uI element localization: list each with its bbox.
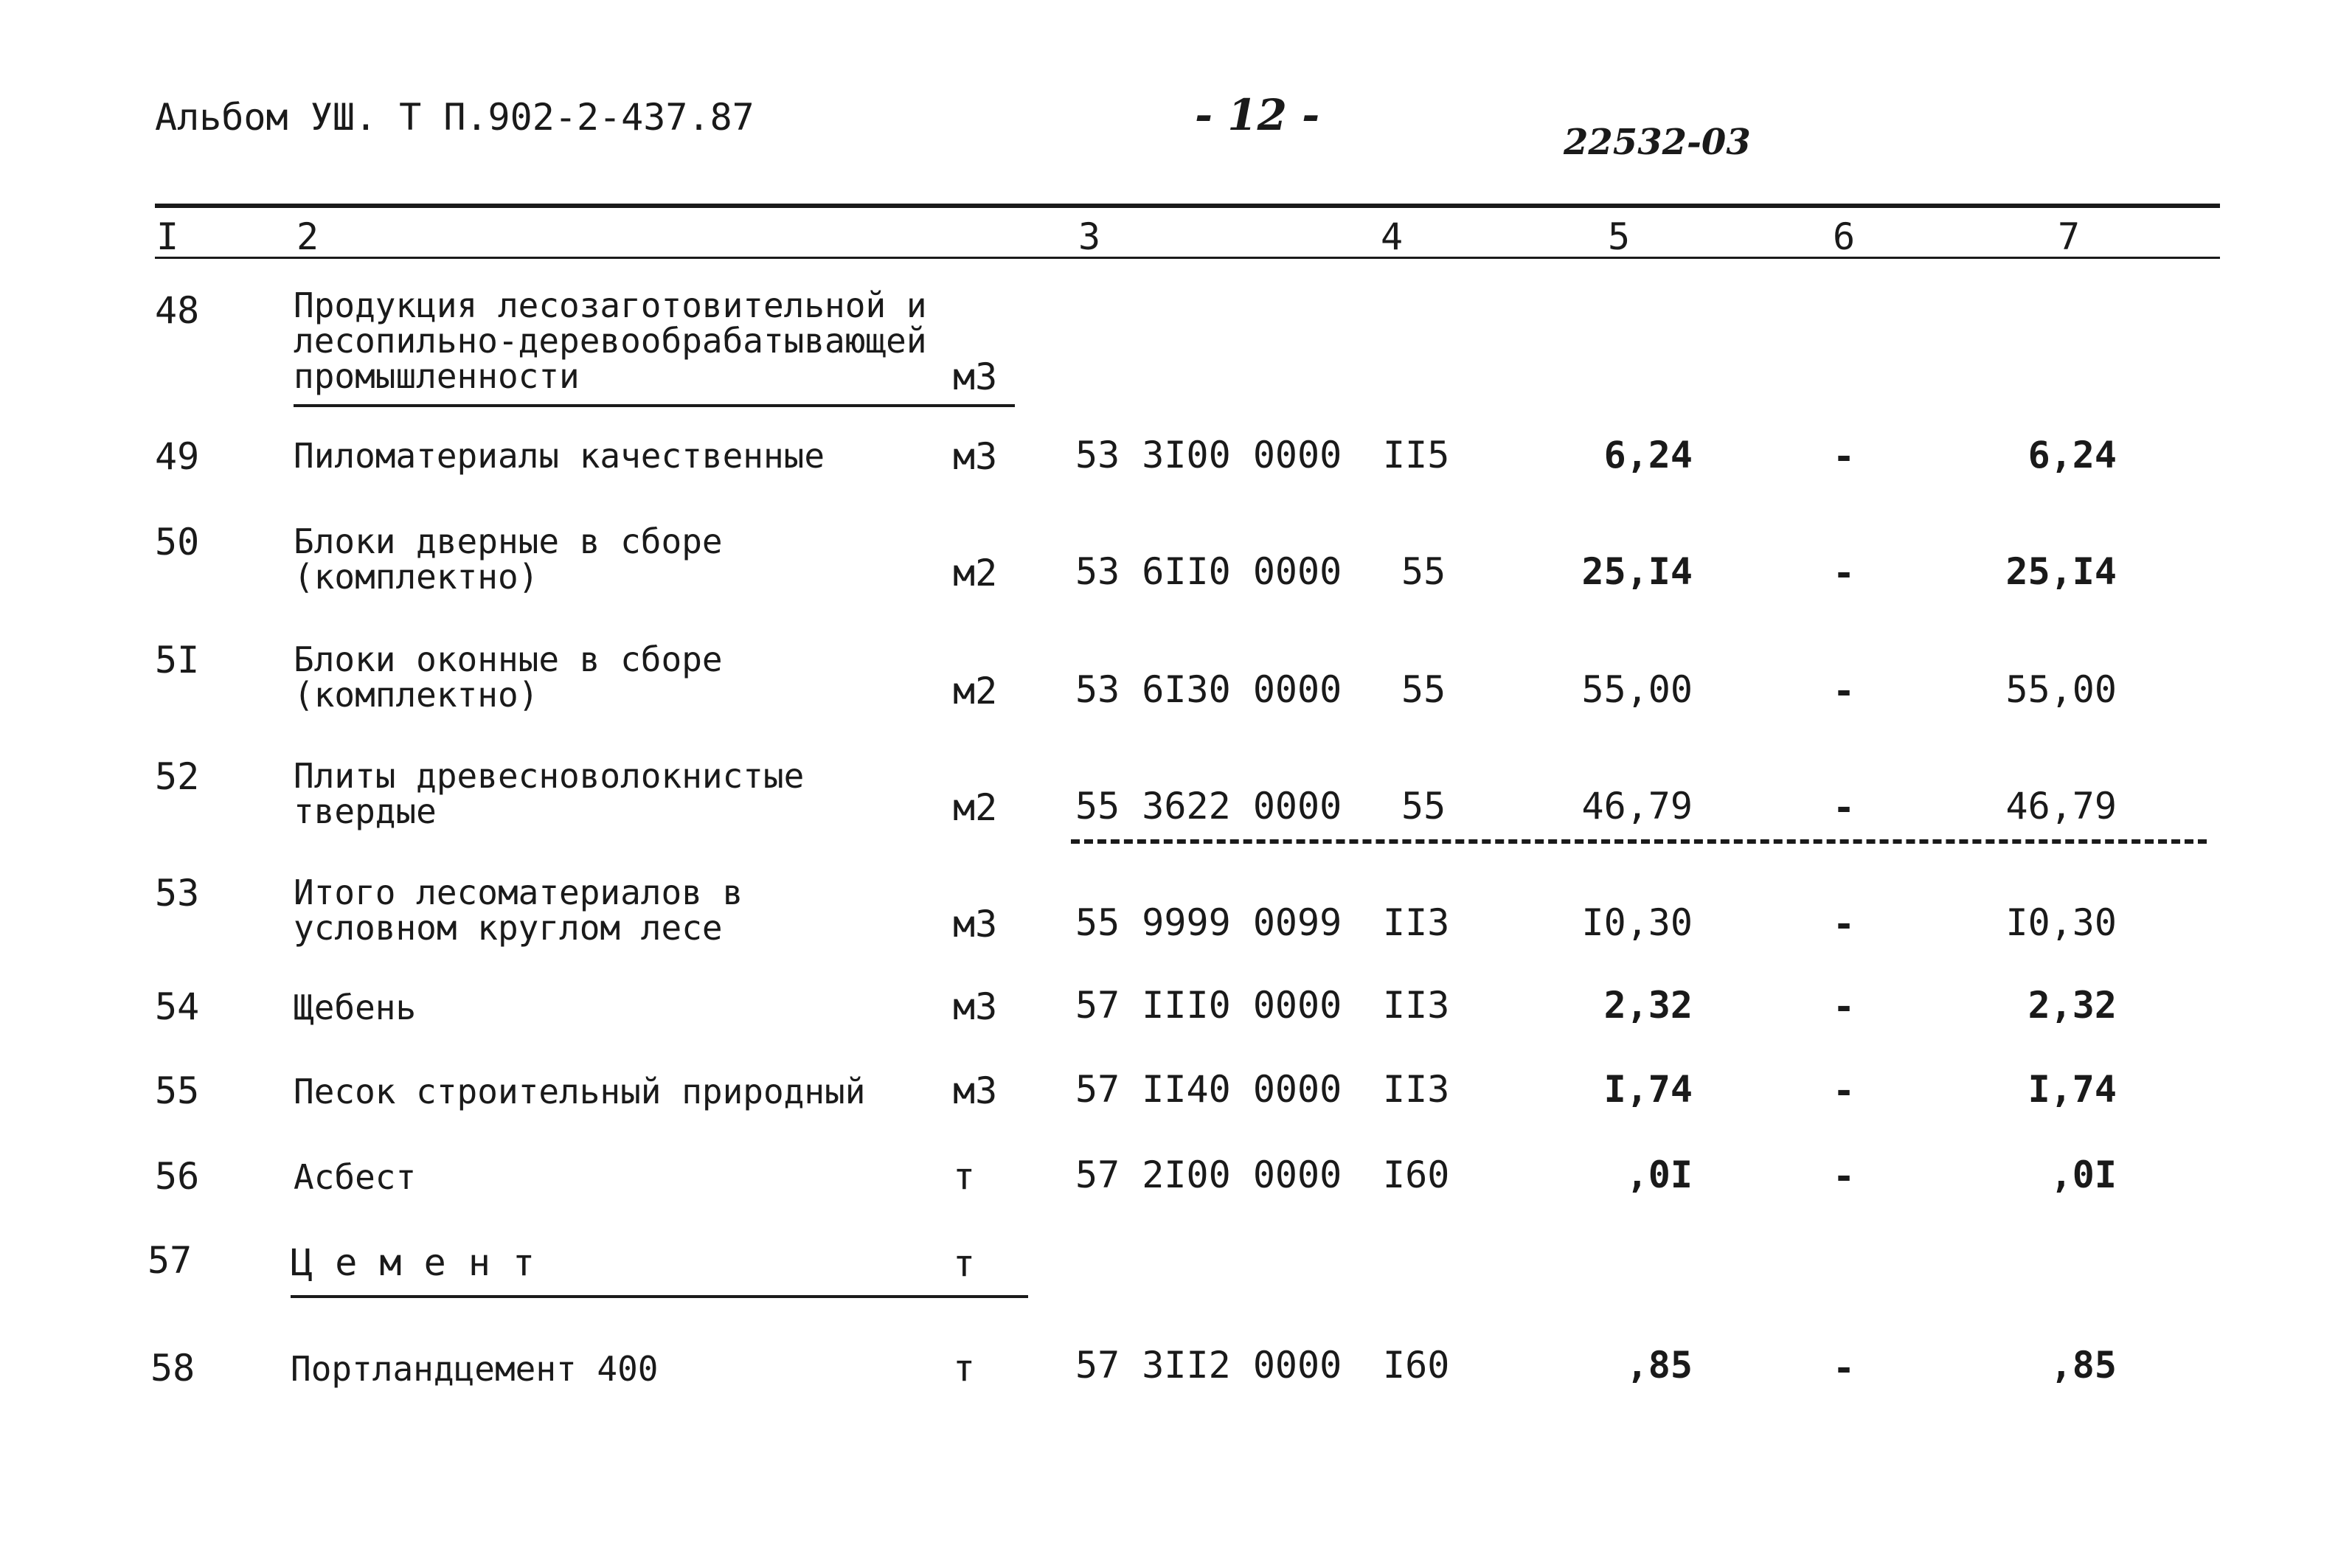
row-unit: т bbox=[953, 1347, 976, 1390]
row-col7: 55,00 bbox=[2005, 668, 2117, 711]
document-code: 22532-03 bbox=[1564, 122, 1751, 163]
group-underline bbox=[291, 1295, 1028, 1298]
col-header-2: 2 bbox=[296, 215, 319, 258]
page-number: - 12 - bbox=[1195, 90, 1320, 140]
row-col7: ,85 bbox=[2050, 1344, 2117, 1387]
row-unit: м3 bbox=[953, 985, 998, 1028]
column-header-rule bbox=[155, 257, 2220, 259]
row-col4: 55 bbox=[1401, 668, 1446, 711]
row-col6: - bbox=[1833, 1347, 1856, 1390]
row-col6: - bbox=[1833, 903, 1856, 946]
row-col7: ,0I bbox=[2050, 1154, 2117, 1196]
row-col4: I60 bbox=[1383, 1344, 1450, 1387]
row-col7: 2,32 bbox=[2027, 984, 2117, 1027]
col-header-7: 7 bbox=[2058, 215, 2081, 258]
row-col5: ,0I bbox=[1626, 1154, 1693, 1196]
row-code: 53 6II0 0000 bbox=[1075, 550, 1342, 593]
row-name-line: Ц е м е н т bbox=[291, 1241, 535, 1284]
col-header-5: 5 bbox=[1608, 215, 1631, 258]
row-number: 58 bbox=[150, 1347, 195, 1390]
row-code: 57 3II2 0000 bbox=[1075, 1344, 1342, 1387]
row-unit: м3 bbox=[953, 1069, 998, 1112]
row-name-line: Блоки оконные в сборе bbox=[294, 639, 723, 679]
row-number: 48 bbox=[155, 289, 200, 332]
row-name-line: лесопильно-деревообрабатывающей bbox=[294, 321, 927, 361]
row-unit: м3 bbox=[953, 435, 998, 478]
table-top-rule bbox=[155, 204, 2220, 208]
row-col5: 2,32 bbox=[1603, 984, 1693, 1027]
row-col6: - bbox=[1833, 435, 1856, 478]
row-unit: м2 bbox=[953, 670, 998, 712]
row-name-line: промышленности bbox=[294, 356, 580, 396]
row-number: 56 bbox=[155, 1155, 200, 1198]
dashed-separator bbox=[1071, 839, 2207, 844]
row-col5: 6,24 bbox=[1603, 434, 1693, 476]
album-reference: Альбом УШ. Т П.902-2-437.87 bbox=[155, 96, 754, 139]
row-col5: 25,I4 bbox=[1581, 550, 1693, 593]
row-col7: 25,I4 bbox=[2005, 550, 2117, 593]
row-name-line: Итого лесоматериалов в bbox=[294, 873, 743, 912]
row-name-line: Асбест bbox=[294, 1157, 417, 1197]
row-name-line: Блоки дверные в сборе bbox=[294, 521, 723, 561]
row-code: 55 9999 0099 bbox=[1075, 901, 1342, 944]
row-col5: 46,79 bbox=[1581, 785, 1693, 828]
row-name-line: условном круглом лесе bbox=[294, 908, 723, 948]
row-col4: 55 bbox=[1401, 785, 1446, 828]
row-number: 57 bbox=[148, 1239, 192, 1282]
row-code: 57 II40 0000 bbox=[1075, 1068, 1342, 1111]
row-col7: 6,24 bbox=[2027, 434, 2117, 476]
row-number: 50 bbox=[155, 521, 200, 563]
row-number: 54 bbox=[155, 985, 200, 1028]
row-col4: II3 bbox=[1383, 1068, 1450, 1111]
col-header-1: I bbox=[156, 215, 179, 258]
row-unit: т bbox=[953, 1242, 976, 1285]
row-name-line: Щебень bbox=[294, 988, 417, 1027]
row-col5: I,74 bbox=[1603, 1068, 1693, 1111]
row-col4: II3 bbox=[1383, 901, 1450, 944]
row-col5: ,85 bbox=[1626, 1344, 1693, 1387]
row-col5: 55,00 bbox=[1581, 668, 1693, 711]
row-col4: II5 bbox=[1383, 434, 1450, 476]
row-name-line: Пиломатериалы качественные bbox=[294, 436, 825, 476]
row-name-line: (комплектно) bbox=[294, 557, 539, 597]
row-col5: I0,30 bbox=[1581, 901, 1693, 944]
row-number: 53 bbox=[155, 872, 200, 915]
col-header-6: 6 bbox=[1833, 215, 1856, 258]
row-number: 55 bbox=[155, 1069, 200, 1112]
row-col6: - bbox=[1833, 1069, 1856, 1112]
row-name-line: твердые bbox=[294, 791, 437, 831]
row-col6: - bbox=[1833, 786, 1856, 829]
row-code: 55 3622 0000 bbox=[1075, 785, 1342, 828]
row-name-line: (комплектно) bbox=[294, 675, 539, 715]
row-col4: II3 bbox=[1383, 984, 1450, 1027]
row-name-line: Продукция лесозаготовительной и bbox=[294, 285, 927, 325]
row-unit: м3 bbox=[953, 355, 998, 398]
row-name-line: Портландцемент 400 bbox=[291, 1349, 659, 1389]
row-code: 57 2I00 0000 bbox=[1075, 1154, 1342, 1196]
row-col7: 46,79 bbox=[2005, 785, 2117, 828]
row-col7: I0,30 bbox=[2005, 901, 2117, 944]
row-name-line: Песок строительный природный bbox=[294, 1072, 866, 1111]
row-number: 52 bbox=[155, 755, 200, 798]
row-code: 57 III0 0000 bbox=[1075, 984, 1342, 1027]
group-underline bbox=[294, 404, 1015, 407]
row-unit: м3 bbox=[953, 903, 998, 946]
row-code: 53 6I30 0000 bbox=[1075, 668, 1342, 711]
row-col6: - bbox=[1833, 552, 1856, 594]
row-number: 5I bbox=[155, 639, 200, 681]
row-col6: - bbox=[1833, 1155, 1856, 1198]
row-unit: т bbox=[953, 1155, 976, 1198]
row-code: 53 3I00 0000 bbox=[1075, 434, 1342, 476]
row-number: 49 bbox=[155, 435, 200, 478]
row-unit: м2 bbox=[953, 786, 998, 829]
row-col6: - bbox=[1833, 985, 1856, 1028]
row-col7: I,74 bbox=[2027, 1068, 2117, 1111]
col-header-3: 3 bbox=[1078, 215, 1101, 258]
row-col4: 55 bbox=[1401, 550, 1446, 593]
row-name-line: Плиты древесноволокнистые bbox=[294, 756, 805, 796]
row-col4: I60 bbox=[1383, 1154, 1450, 1196]
row-unit: м2 bbox=[953, 552, 998, 594]
col-header-4: 4 bbox=[1381, 215, 1404, 258]
row-col6: - bbox=[1833, 670, 1856, 712]
